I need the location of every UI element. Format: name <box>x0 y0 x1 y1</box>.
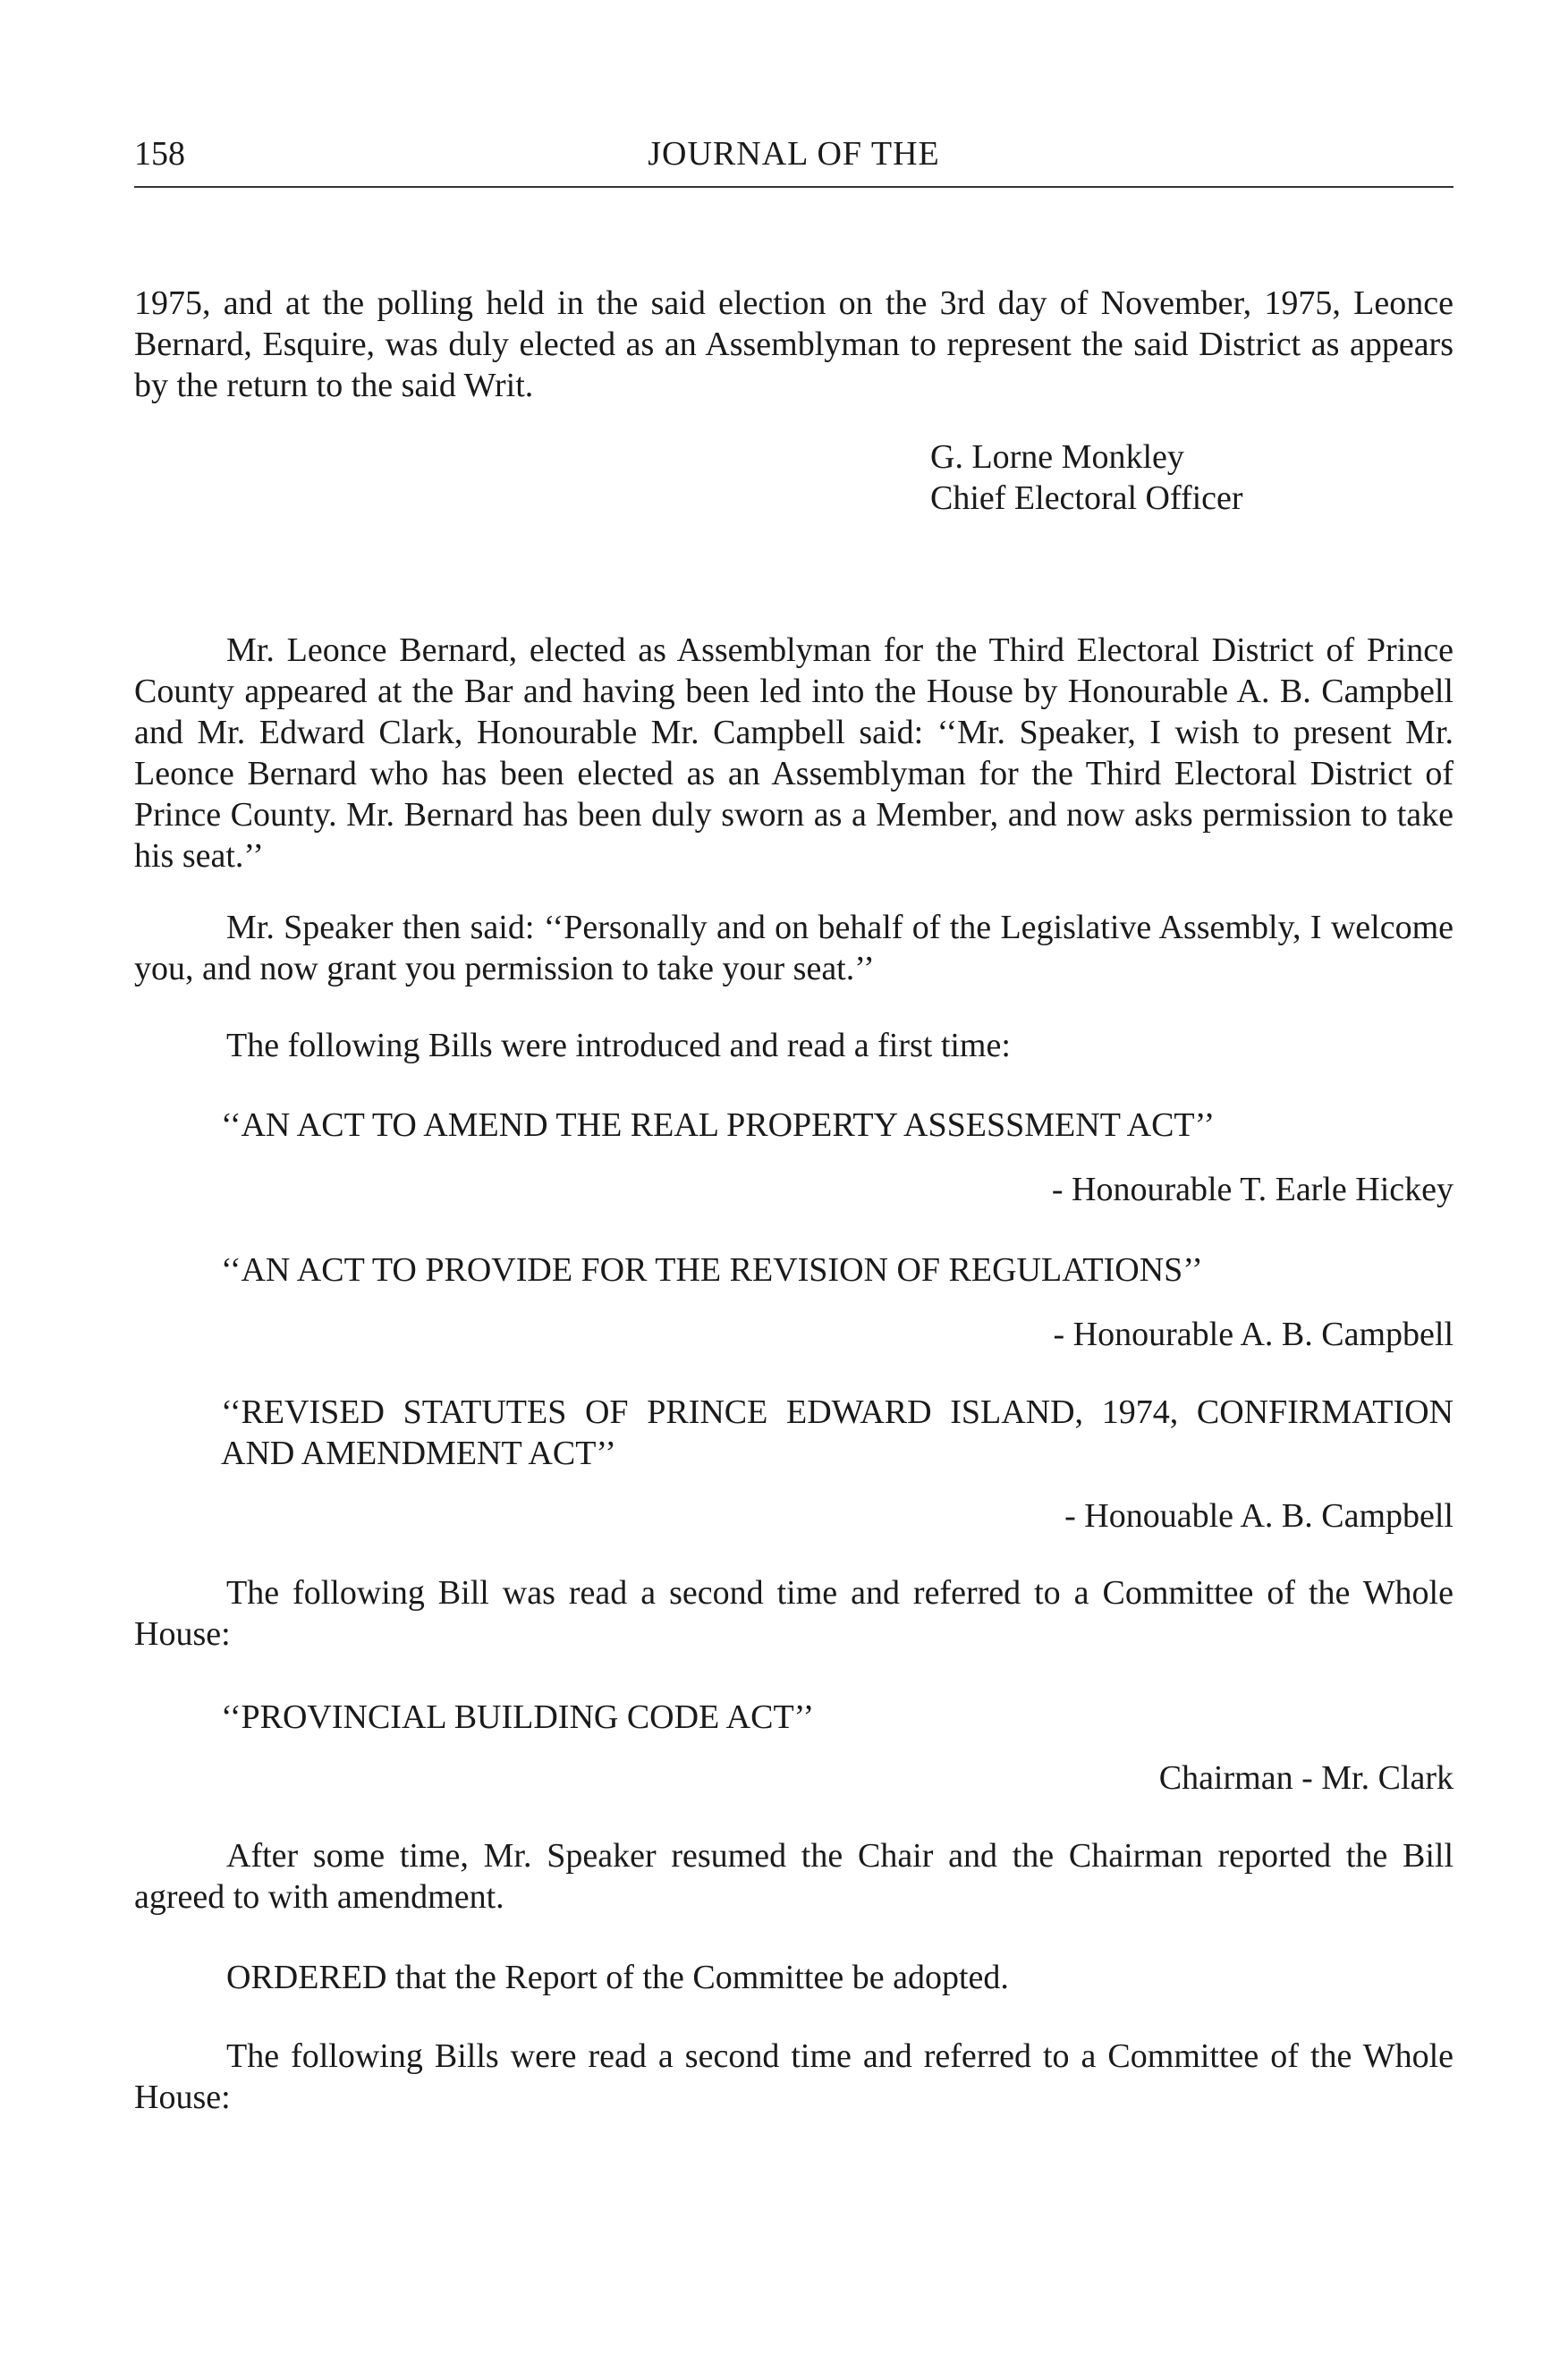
signature-title: Chief Electoral Officer <box>930 479 1243 517</box>
committee-bill-title: ‘‘PROVINCIAL BUILDING CODE ACT’’ <box>221 1698 815 1736</box>
bill-title: ‘‘REVISED STATUTES OF PRINCE EDWARD ISLAND, 1974, CONFIRMATION AND AMENDMENT ACT’’ <box>221 1393 1454 1472</box>
running-head: JOURNAL OF THE <box>648 135 940 173</box>
second-reading-paragraph: The following Bill was read a second time and referred to a Committee of the Whole House: <box>134 1574 1454 1653</box>
election-paragraph: 1975, and at the polling held in the said election on the 3rd day of November, 1975, Leonce Bernard, Esquire, was duly elected as an Assemblyman to represent the said District as appears by the return to the said Writ. <box>134 284 1454 404</box>
bill-title: ‘‘AN ACT TO PROVIDE FOR THE REVISION OF REGULATIONS’’ <box>221 1251 1203 1289</box>
bill-sponsor: - Honouable A. B. Campbell <box>1064 1497 1454 1535</box>
speaker-welcome-paragraph: Mr. Speaker then said: ‘‘Personally and on behalf of the Legislative Assembly, I welcome you, and now grant you permission to take your seat.’’ <box>134 909 1454 987</box>
second-reading-bills-paragraph: The following Bills were read a second time and referred to a Committee of the Whole House: <box>134 2037 1454 2116</box>
page-header <box>134 132 1454 188</box>
chair-resumed-paragraph: After some time, Mr. Speaker resumed the Chair and the Chairman reported the Bill agreed to with amendment. <box>134 1837 1454 1916</box>
page-number: 158 <box>134 135 185 173</box>
first-reading-paragraph: The following Bills were introduced and read a first time: <box>226 1027 1011 1064</box>
signature-name: G. Lorne Monkley <box>930 438 1184 476</box>
committee-chairman: Chairman - Mr. Clark <box>1158 1759 1454 1797</box>
ordered-paragraph: ORDERED that the Report of the Committee be adopted. <box>226 1959 1009 1996</box>
introduction-paragraph: Mr. Leonce Bernard, elected as Assemblyman for the Third Electoral District of Prince County appeared at the Bar and having been led into the House by Honourable A. B. Campbell and Mr. Edward Clark, Honourable Mr. Campbell said: ‘‘Mr. Speaker, I wish to present Mr. Leonce Bernard who has been elected as an Assemblyman for the Third Electoral District of Prince County. Mr. Bernard has been duly sworn as a Member, and now asks permission to take his seat.’’ <box>134 631 1454 875</box>
bill-sponsor: - Honourable T. Earle Hickey <box>1051 1171 1454 1208</box>
bill-sponsor: - Honourable A. B. Campbell <box>1053 1316 1454 1353</box>
bill-title: ‘‘AN ACT TO AMEND THE REAL PROPERTY ASSESSMENT ACT’’ <box>221 1106 1216 1144</box>
